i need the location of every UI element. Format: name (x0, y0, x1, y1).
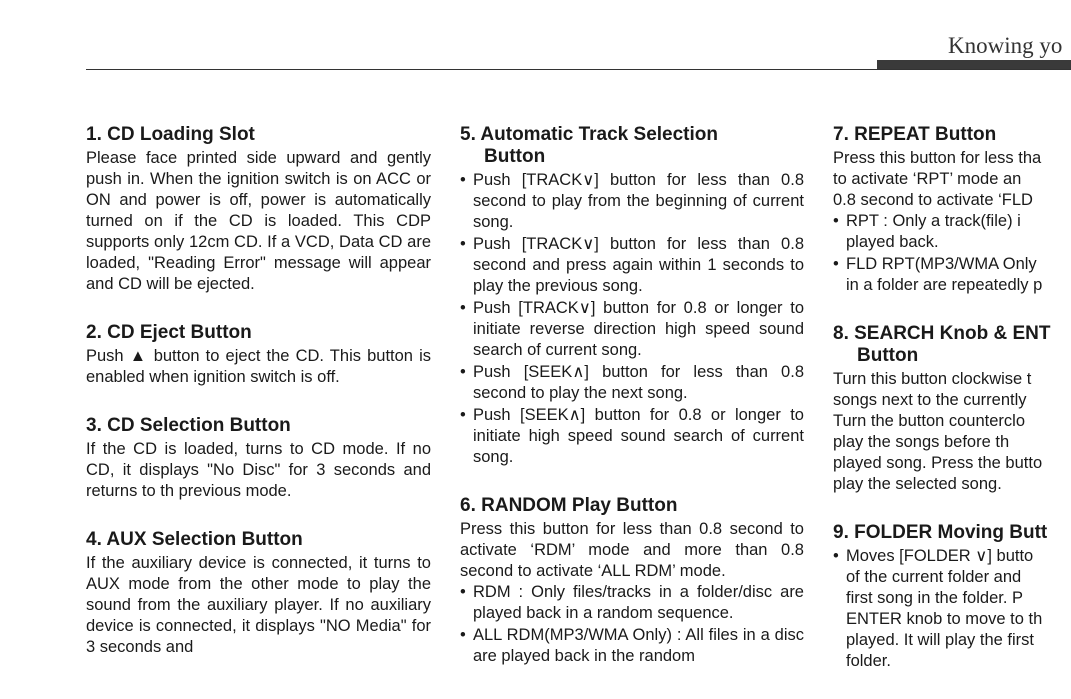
bullet-list (460, 582, 804, 667)
list-item (833, 254, 1071, 296)
list-item (833, 546, 1071, 672)
section-title: 1. CD Loading Slot (86, 124, 255, 145)
section-aux-selection-button (86, 529, 431, 658)
column-1 (86, 124, 431, 685)
column-2 (460, 124, 804, 694)
section-body: Push ▲ button to eject the CD. This button is enabled when ignition switch is off. (86, 347, 431, 386)
section-cd-eject-button (86, 322, 431, 388)
list-item-line: in a folder are repeatedly p (846, 276, 1043, 294)
section-body-line: to activate ‘RPT’ mode an (833, 170, 1022, 188)
list-item-line: folder. (846, 652, 891, 670)
list-item-line: RPT : Only a track(file) i (846, 212, 1021, 230)
section-title (460, 124, 804, 168)
section-body-line: Press this button for less tha (833, 149, 1042, 167)
section-title: 9. FOLDER Moving Butt (833, 522, 1048, 543)
list-item (833, 211, 1071, 253)
list-item-line: of the current folder and (846, 568, 1022, 586)
section-title: 7. REPEAT Button (833, 124, 997, 145)
section-search-knob-enter-button (833, 323, 1071, 495)
list-item: • Push [TRACK∨] button for less than 0.8 second and press again within 1 seconds to play the previous song. (460, 234, 804, 297)
section-body: Please face printed side upward and gently push in. When the ignition switch is on ACC or ON and power is off, power is automatically turned on if the CD is loaded. This CDP supports only 12cm CD. If a VCD, Data CD are loaded, "Reading Error" message will appear and CD will be ejected. (86, 149, 431, 293)
list-item-line: Moves [FOLDER ∨] butto (846, 547, 1034, 565)
section-body-line: 0.8 second to activate ‘FLD (833, 191, 1033, 209)
section-automatic-track-selection (460, 124, 804, 468)
section-body: If the auxiliary device is connected, it turns to AUX mode from the other mode to play the sound from the auxiliary player. If no auxiliary device is connected, it displays "NO Media" for 3 seconds and (86, 554, 431, 656)
section-cd-selection-button (86, 415, 431, 502)
list-item: • Push [TRACK∨] button for less than 0.8 second to play from the beginning of current song. (460, 170, 804, 233)
section-title-line1: 5. Automatic Track Selection (460, 124, 718, 145)
section-body: Press this button for less than 0.8 second to activate ‘RDM’ mode and more than 0.8 second to activate ‘ALL RDM’ mode. (460, 520, 804, 580)
section-title-line1: 8. SEARCH Knob & ENT (833, 323, 1051, 344)
list-item: • Push [SEEK∧] button for less than 0.8 second to play the next song. (460, 362, 804, 404)
bullet-list (460, 170, 804, 468)
section-body-line: Turn this button clockwise t (833, 370, 1032, 388)
section-body-line: play the songs before th (833, 433, 1010, 451)
list-item-line: played back. (846, 233, 939, 251)
section-body-line: Turn the button counterclo (833, 412, 1026, 430)
bullet-list (833, 211, 1071, 296)
list-item: • ALL RDM(MP3/WMA Only) : All files in a disc are played back in the random (460, 625, 804, 667)
list-item: • RDM : Only files/tracks in a folder/disc are played back in a random sequence. (460, 582, 804, 624)
section-title: 6. RANDOM Play Button (460, 495, 678, 516)
header-bar (877, 60, 1071, 69)
section-title-line2: Button (857, 345, 919, 366)
list-item: • Push [SEEK∧] button for 0.8 or longer to initiate high speed sound search of current song. (460, 405, 804, 468)
list-item-line: first song in the folder. P (846, 589, 1024, 607)
section-body-line: play the selected song. (833, 475, 1002, 493)
list-item-line: played. It will play the first (846, 631, 1034, 649)
bullet-list (833, 546, 1071, 672)
column-3 (833, 124, 1071, 699)
section-title-line2: Button (484, 146, 546, 167)
section-body-line: played song. Press the butto (833, 454, 1043, 472)
section-body: If the CD is loaded, turns to CD mode. If no CD, it displays "No Disc" for 3 seconds and returns to th previous mode. (86, 440, 431, 500)
chapter-header: Knowing yo (948, 33, 1063, 58)
list-item-line: ENTER knob to move to th (846, 610, 1043, 628)
section-title: 3. CD Selection Button (86, 415, 291, 436)
section-cd-loading-slot (86, 124, 431, 295)
section-random-play-button (460, 495, 804, 667)
list-item: • Push [TRACK∨] button for 0.8 or longer to initiate reverse direction high speed sound search of current song. (460, 298, 804, 361)
section-repeat-button (833, 124, 1071, 296)
section-title (833, 323, 1071, 367)
list-item-line: FLD RPT(MP3/WMA Only (846, 255, 1037, 273)
section-title: 4. AUX Selection Button (86, 529, 303, 550)
section-folder-moving-button (833, 522, 1071, 672)
section-title: 2. CD Eject Button (86, 322, 252, 343)
section-body-line: songs next to the currently (833, 391, 1027, 409)
header-rule (86, 69, 1071, 70)
